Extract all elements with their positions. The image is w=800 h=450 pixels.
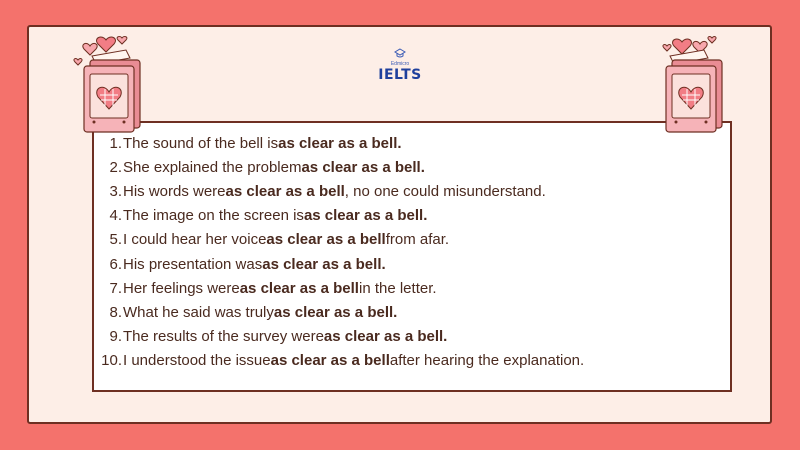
list-item bbox=[95, 204, 584, 228]
item-number: 2. bbox=[109, 158, 122, 176]
sentence-text: after hearing the explanation. bbox=[389, 352, 585, 370]
idiom-phrase: as clear as a bell bbox=[225, 182, 345, 200]
list-item bbox=[95, 300, 584, 324]
sentence-text: What he said was truly bbox=[123, 303, 274, 321]
item-number: 3. bbox=[109, 182, 122, 200]
idiom-phrase: as clear as a bell. bbox=[301, 158, 425, 176]
list-item bbox=[95, 276, 584, 300]
sentence-text: The image on the screen is bbox=[123, 207, 304, 225]
item-number: 9. bbox=[109, 328, 122, 346]
graduation-cap-icon bbox=[394, 48, 406, 60]
sentence-text: She explained the problem bbox=[123, 158, 302, 176]
sentence-text: I understood the issue bbox=[123, 352, 271, 370]
list-item bbox=[95, 325, 584, 349]
heart-book-icon bbox=[652, 32, 732, 134]
heart-book-icon bbox=[70, 32, 152, 134]
idiom-phrase: as clear as a bell bbox=[239, 279, 359, 297]
item-number: 8. bbox=[109, 303, 122, 321]
item-number: 6. bbox=[109, 255, 122, 273]
item-number: 1. bbox=[109, 134, 122, 152]
list-item bbox=[95, 228, 584, 252]
item-number: 4. bbox=[109, 207, 122, 225]
list-item bbox=[95, 179, 584, 203]
sentence-text: from afar. bbox=[385, 231, 450, 249]
sentence-text: in the letter. bbox=[358, 279, 437, 297]
sentence-text: Her feelings were bbox=[123, 279, 240, 297]
logo-brand-name: Edmicro bbox=[390, 61, 410, 67]
brand-logo bbox=[360, 48, 440, 83]
list-item bbox=[95, 349, 584, 373]
list-item bbox=[95, 131, 584, 155]
idiom-phrase: as clear as a bell. bbox=[278, 134, 402, 152]
idiom-phrase: as clear as a bell bbox=[270, 352, 390, 370]
list-item bbox=[95, 155, 584, 179]
sentence-list bbox=[95, 131, 584, 373]
item-number: 5. bbox=[109, 231, 122, 249]
sentence-text: His presentation was bbox=[123, 255, 263, 273]
idiom-phrase: as clear as a bell. bbox=[273, 303, 398, 321]
idiom-phrase: as clear as a bell. bbox=[303, 207, 428, 225]
sentence-text: , no one could misunderstand. bbox=[344, 182, 546, 200]
idiom-phrase: as clear as a bell. bbox=[323, 328, 448, 346]
item-number: 10. bbox=[101, 352, 122, 370]
sentence-text: The sound of the bell is bbox=[123, 134, 279, 152]
sentence-text: I could hear her voice bbox=[123, 231, 267, 249]
item-number: 7. bbox=[109, 279, 122, 297]
sentence-text: The results of the survey were bbox=[123, 328, 324, 346]
sentence-text: His words were bbox=[123, 182, 226, 200]
idiom-phrase: as clear as a bell. bbox=[262, 255, 386, 273]
idiom-phrase: as clear as a bell bbox=[266, 231, 386, 249]
list-item bbox=[95, 252, 584, 276]
logo-title: IELTS bbox=[378, 67, 422, 83]
